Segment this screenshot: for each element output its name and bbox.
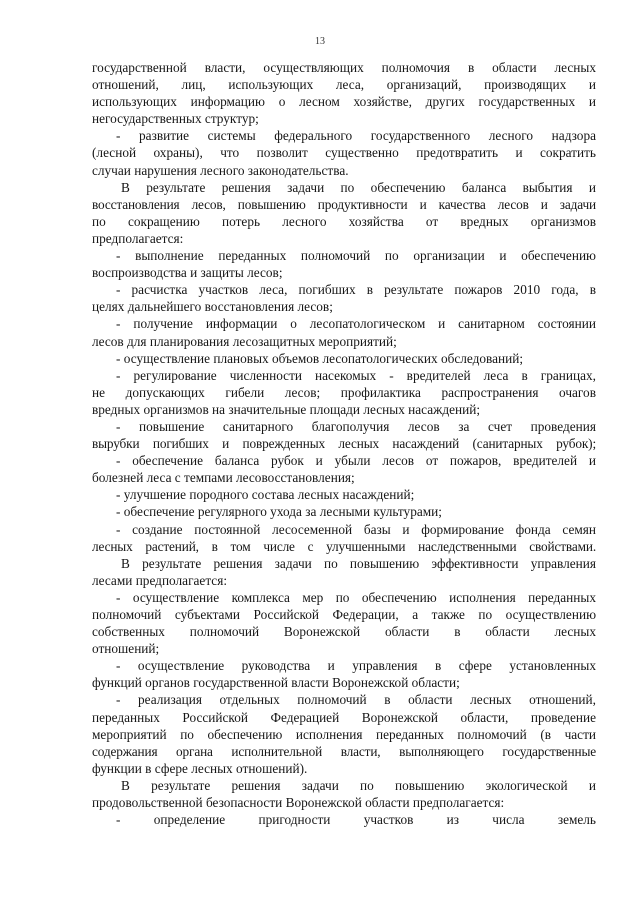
page-body bbox=[92, 59, 596, 828]
text-line: вредных организмов на значительные площади лесных насаждений; bbox=[92, 401, 481, 417]
text-line: - повышение санитарного благополучия лесов за счет проведения bbox=[116, 418, 596, 434]
text-line: содержания органа исполнительной власти, выполняющего государственные bbox=[92, 743, 596, 759]
text-line: - обеспечение баланса рубок и убыли лесов от пожаров, вредителей и bbox=[116, 453, 596, 469]
text-line: отношений; bbox=[92, 641, 160, 657]
text-line: болезней леса с темпами лесовосстановления; bbox=[92, 470, 355, 486]
text-line: вырубки погибших и поврежденных лесных насаждений (санитарных рубок); bbox=[92, 436, 596, 452]
page-number: 13 bbox=[315, 36, 325, 47]
text-line: - осуществление комплекса мер по обеспечению исполнения переданных bbox=[116, 589, 596, 605]
text-line: В результате решения задачи по обеспечению баланса выбытия и bbox=[121, 179, 596, 195]
text-line: В результате решения задачи по повышению экологической и bbox=[121, 777, 596, 793]
text-line: негосударственных структур; bbox=[92, 111, 259, 127]
text-line: - определение пригодности участков из числа земель bbox=[116, 812, 596, 828]
text-line: использующих информацию о лесном хозяйстве, других государственных и bbox=[92, 94, 596, 110]
text-line: - осуществление плановых объемов лесопатологических обследований; bbox=[116, 350, 524, 366]
text-line: по сокращению потерь лесного хозяйства от вредных организмов bbox=[92, 213, 596, 229]
text-line: - развитие системы федерального государственного лесного надзора bbox=[116, 128, 596, 144]
text-line: функций органов государственной власти Воронежской области; bbox=[92, 675, 460, 691]
text-line: В результате решения задачи по повышению эффективности управления bbox=[121, 555, 596, 571]
text-line: функции в сфере лесных отношений). bbox=[92, 760, 308, 776]
text-line: предполагается: bbox=[92, 230, 184, 246]
text-line: целях дальнейшего восстановления лесов; bbox=[92, 299, 333, 315]
text-line: воспроизводства и защиты лесов; bbox=[92, 265, 283, 281]
text-line: - улучшение породного состава лесных насаждений; bbox=[116, 487, 415, 503]
text-line: - регулирование численности насекомых - вредителей леса в границах, bbox=[116, 367, 596, 383]
text-line: не допускающих гибели лесов; профилактика распространения очагов bbox=[92, 384, 596, 400]
text-line: отношений, лиц, использующих леса, организаций, производящих и bbox=[92, 77, 596, 93]
text-line: лесами предполагается: bbox=[92, 572, 228, 588]
text-line: - обеспечение регулярного ухода за лесными культурами; bbox=[116, 504, 442, 520]
text-line: лесных растений, в том числе с улучшенными наследственными свойствами. bbox=[92, 538, 596, 554]
text-line: - создание постоянной лесосеменной базы и формирование фонда семян bbox=[116, 521, 596, 537]
text-line: лесов для планирования лесозащитных мероприятий; bbox=[92, 333, 397, 349]
text-line: - расчистка участков леса, погибших в результате пожаров 2010 года, в bbox=[116, 282, 596, 298]
text-line: - получение информации о лесопатологическом и санитарном состоянии bbox=[116, 316, 596, 332]
text-line: случаи нарушения лесного законодательства. bbox=[92, 162, 349, 178]
text-line: мероприятий по обеспечению исполнения переданных полномочий (в части bbox=[92, 726, 596, 742]
text-line: собственных полномочий Воронежской области в области лесных bbox=[92, 624, 596, 640]
text-line: - осуществление руководства и управления в сфере установленных bbox=[116, 658, 596, 674]
text-line: восстановления лесов, повышению продуктивности и качества лесов и задачи bbox=[92, 196, 596, 212]
text-line: продовольственной безопасности Воронежской области предполагается: bbox=[92, 795, 505, 811]
text-line: государственной власти, осуществляющих полномочия в области лесных bbox=[92, 60, 596, 75]
text-line: - выполнение переданных полномочий по организации и обеспечению bbox=[116, 248, 596, 264]
text-line: переданных Российской Федерацией Воронежской области, проведение bbox=[92, 709, 596, 725]
text-line: (лесной охраны), что позволит существенно предотвратить и сократить bbox=[92, 145, 596, 161]
text-line: полномочий субъектами Российской Федерации, а также по осуществлению bbox=[92, 607, 596, 622]
text-line: - реализация отдельных полномочий в области лесных отношений, bbox=[116, 692, 596, 708]
